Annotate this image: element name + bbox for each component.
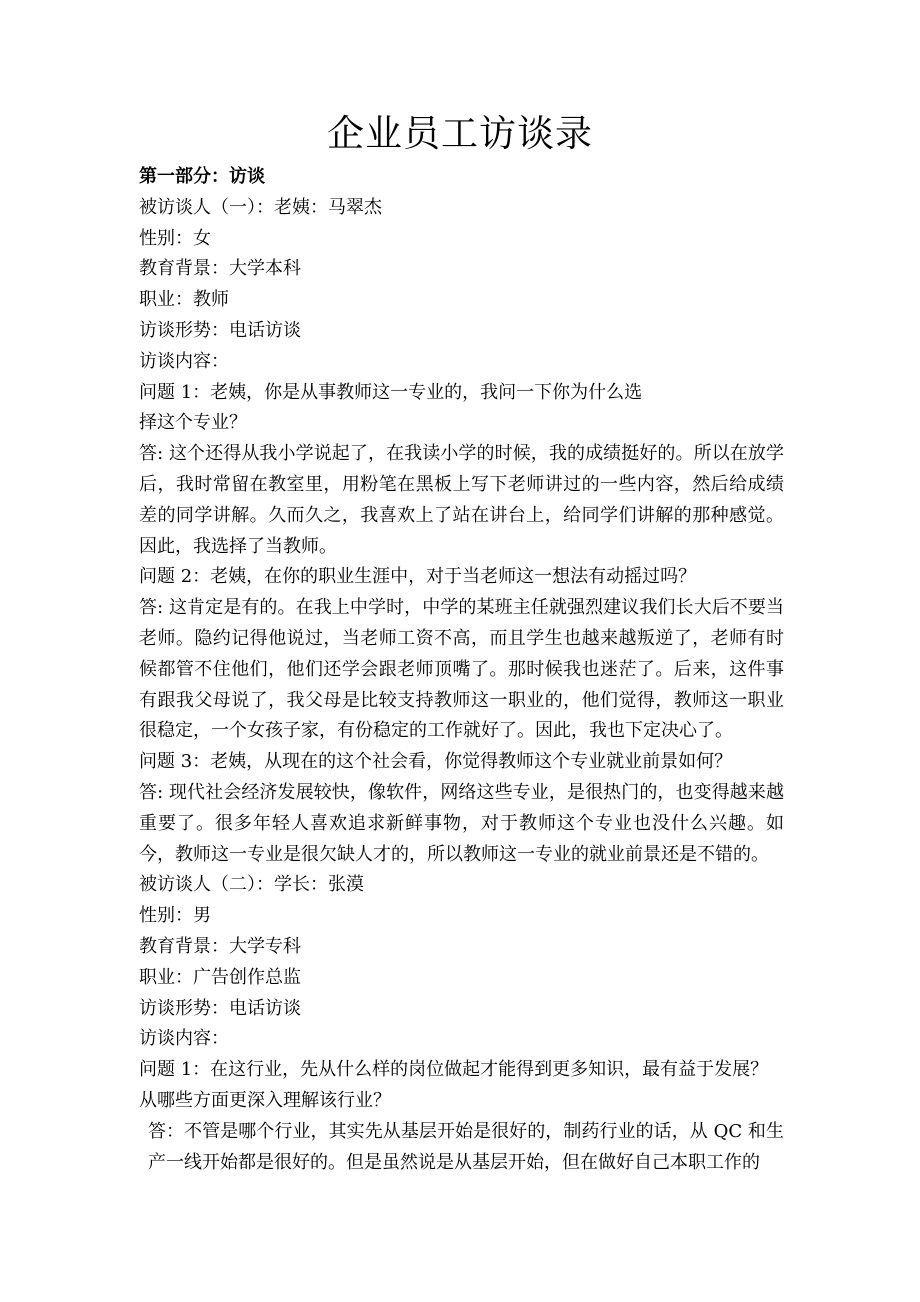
interviewee-1-question-1-line-1: 问题 1：老姨，你是从事教师这一专业的，我问一下你为什么选: [139, 381, 643, 403]
interviewee-2-education: 教育背景：大学专科: [139, 935, 301, 957]
interviewee-1-gender: 性别：女: [139, 227, 211, 249]
interviewee-1-answer-2: 答: 这肯定是有的。在我上中学时，中学的某班主任就强烈建议我们长大后不要当老师。隐约记得他说过，当老师工资不高，而且学生也越来越叛逆了，老师有时候都管不住他们，他们还学会跟老师顶嘴了。那时候我也迷茫了。后来，这件事有跟我父母说了，我父母是比较支持教师这一职业的，他们觉得，教师这一职业很稳定，一个女孩子家，有份稳定的工作就好了。因此，我也下定决心了。: [139, 597, 784, 742]
interviewee-2-name: 被访谈人（二）：学长：张漠: [139, 874, 364, 896]
document-body: [139, 162, 784, 1178]
interviewee-1-form: 访谈形势：电话访谈: [139, 319, 301, 341]
interviewee-1-name: 被访谈人（一）：老姨：马翠杰: [139, 196, 382, 218]
interviewee-2-form: 访谈形势：电话访谈: [139, 997, 301, 1019]
interviewee-1-content-label: 访谈内容：: [139, 350, 229, 372]
interviewee-1-answer-3: 答: 现代社会经济发展较快，像软件，网络这些专业，是很热门的，也变得越来越重要了。很多年轻人喜欢追求新鲜事物，对于教师这个专业也没什么兴趣。如今，教师这一专业是很欠缺人才的，所以教师这一专业的就业前景还是不错的。: [139, 781, 784, 865]
interviewee-2-question-1-line-1: 问题 1：在这行业，先从什么样的岗位做起才能得到更多知识，最有益于发展？: [139, 1059, 769, 1081]
interviewee-1-answer-1: 答: 这个还得从我小学说起了，在我读小学的时候，我的成绩挺好的。所以在放学后，我时常留在教室里，用粉笔在黑板上写下老师讲过的一些内容，然后给成绩差的同学讲解。久而久之，我喜欢上了站在讲台上，给同学们讲解的那种感觉。因此，我选择了当教师。: [139, 443, 784, 557]
interviewee-2-question-1-line-2: 从哪些方面更深入理解该行业？: [139, 1089, 391, 1111]
document-title: 企业员工访谈录: [327, 112, 593, 155]
interviewee-1-question-1-line-2: 择这个专业？: [139, 412, 247, 434]
interviewee-1-job: 职业：教师: [139, 289, 229, 311]
interviewee-2-content-label: 访谈内容：: [139, 1028, 229, 1050]
interviewee-2-job: 职业：广告创作总监: [139, 966, 301, 988]
interviewee-1-question-3: 问题 3：老姨，从现在的这个社会看，你觉得教师这个专业就业前景如何？: [139, 751, 733, 773]
interviewee-2-answer-1: 答：不管是哪个行业，其实先从基层开始是很好的，制药行业的话，从 QC 和生产一线开始都是很好的。但是虽然说是从基层开始，但在做好自己本职工作的: [148, 1120, 784, 1173]
interviewee-1-education: 教育背景：大学本科: [139, 258, 301, 280]
section-heading: 第一部分：访谈: [139, 166, 265, 187]
interviewee-2-gender: 性别：男: [139, 905, 211, 927]
interviewee-1-question-2: 问题 2：老姨，在你的职业生涯中，对于当老师这一想法有动摇过吗？: [139, 566, 697, 588]
